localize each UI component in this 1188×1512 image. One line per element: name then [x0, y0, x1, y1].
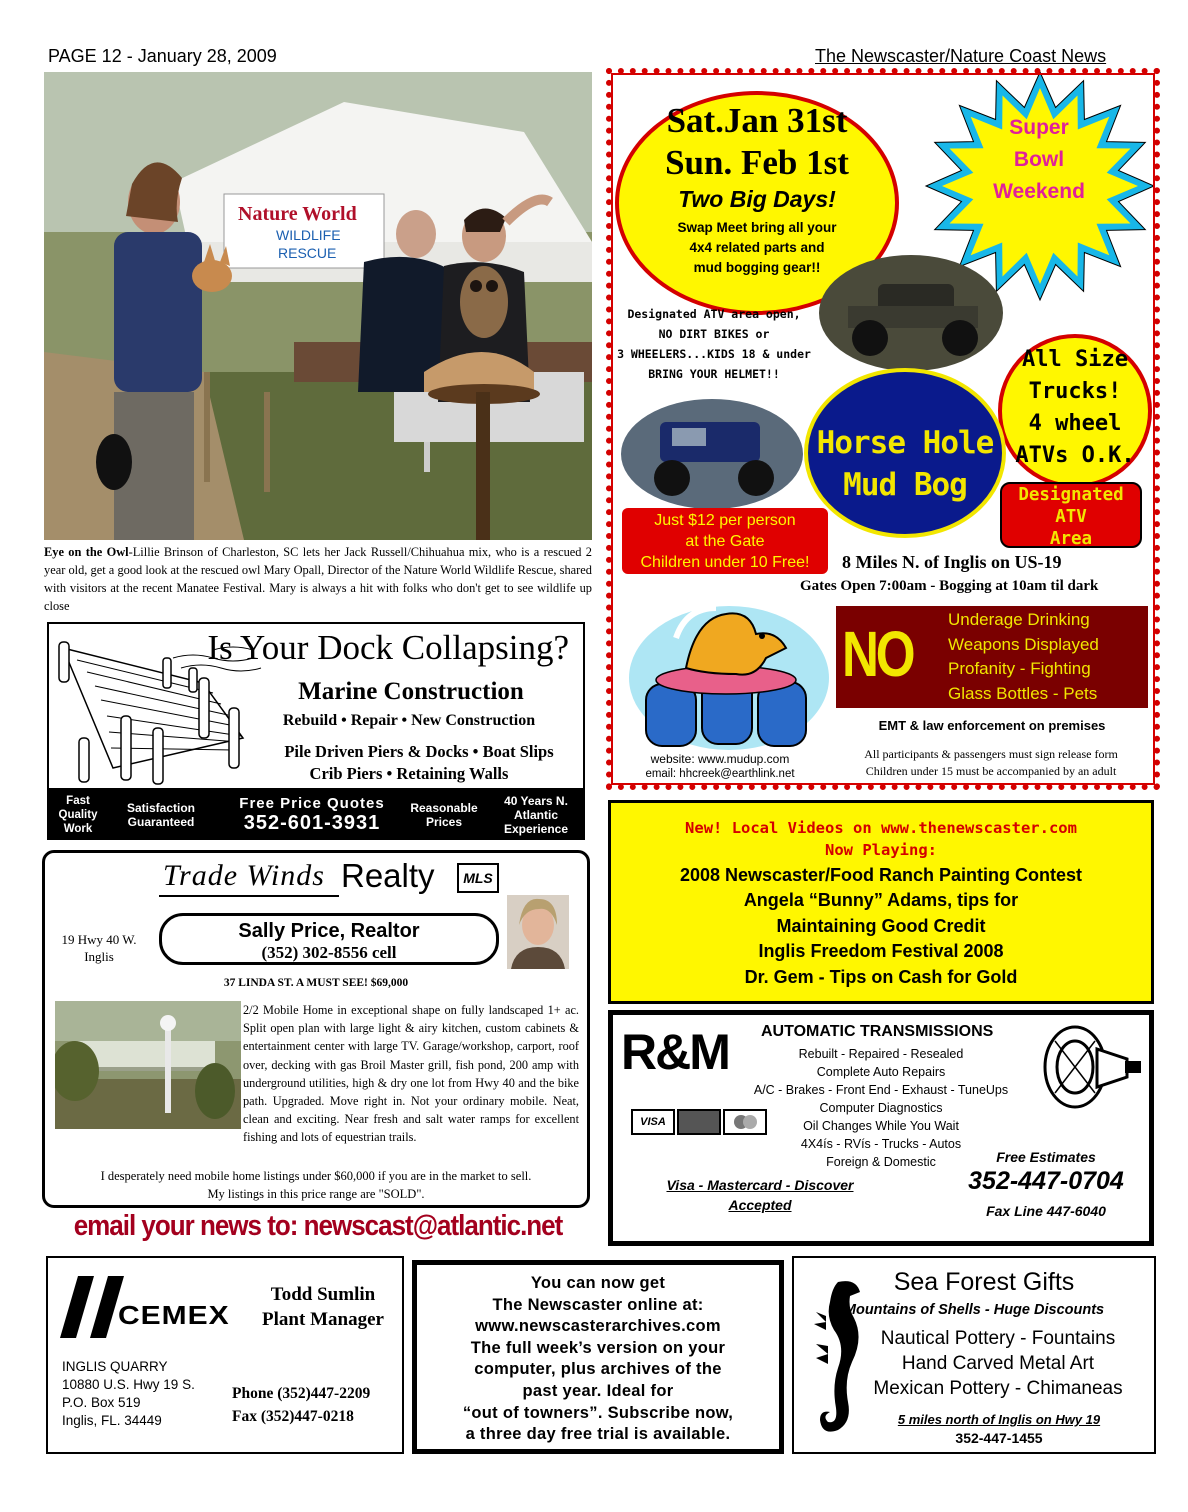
cemex-fax: Fax (352)447-0218	[232, 1408, 354, 1425]
atv-notice-1: Designated ATV area open,	[627, 307, 801, 321]
price-line-2: at the Gate	[685, 533, 765, 550]
publication-name: The Newscaster/Nature Coast News	[815, 46, 1107, 66]
sign-text-1: Nature World	[238, 203, 357, 225]
cemex-contact-title: Plant Manager	[262, 1309, 384, 1330]
dock-line-1: Pile Driven Piers & Docks • Boat Slips	[284, 742, 554, 761]
strip-phone: 352-601-3931	[243, 812, 381, 834]
photo-illustration	[44, 72, 592, 540]
online-line-1: You can now get	[530, 1274, 666, 1292]
trucks-line-3: 4 wheel	[1028, 411, 1122, 436]
video-item-3[interactable]: Maintaining Good Credit	[776, 915, 986, 936]
desig-line-3: Area	[1049, 529, 1093, 549]
rm-service-1: Rebuilt - Repaired - Resealed	[798, 1047, 964, 1061]
strip-reasonable: Reasonable Prices	[410, 801, 478, 829]
mobile-home-photo	[55, 1001, 241, 1129]
caption-lead: Eye on the Owl	[44, 545, 129, 559]
online-line-5: computer, plus archives of the	[474, 1360, 722, 1379]
cemex-addr-4: Inglis, FL. 34449	[62, 1413, 162, 1428]
seaforest-item-2: Hand Carved Metal Art	[901, 1353, 1095, 1374]
seaforest-tagline: Mountains of Shells - Huge Discounts	[843, 1302, 1105, 1318]
agent-photo	[507, 895, 569, 969]
listing-body: 2/2 Mobile Home in exceptional shape on fully landscaped 1+ ac. Split open plan with large light & airy kitchen, custom cabinets & entertainment center with large TV. Garage/workshop, carport, roof over, decking with gas Broil Master grill, fish pond, 200 amp with underground utilities, high & dry one lot from Hwy 40 and the bike path. Upgraded. Move right in. Not your ordinary mobile. Neat, clean and exciting. Near fresh and salt water ramps for excellent fishing and lots of equestrian trails.	[243, 1003, 579, 1145]
emt-notice: EMT & law enforcement on premises	[878, 718, 1106, 733]
sea-forest-gifts-ad	[792, 1256, 1156, 1454]
price-line-1: Just $12 per person	[654, 512, 796, 529]
video-item-5[interactable]: Dr. Gem - Tips on Cash for Gold	[744, 966, 1018, 987]
mastercard-icon	[723, 1109, 767, 1135]
online-line-2: The Newscaster online at:	[492, 1295, 704, 1314]
strip-satisfaction: Satisfaction Guaranteed	[126, 801, 195, 829]
atv-notice-2: NO DIRT BIKES or	[658, 327, 770, 341]
desig-line-1: Designated	[1018, 485, 1124, 505]
rm-service-6: 4X4ís - RVís - Trucks - Autos	[800, 1137, 962, 1151]
event-location: 8 Miles N. of Inglis on US-19	[842, 552, 1062, 572]
cemex-addr-1: INGLIS QUARRY	[62, 1359, 168, 1374]
burst-line-2: Bowl	[1013, 148, 1065, 171]
dock-title: Marine Construction	[298, 678, 524, 705]
local-videos-ad	[608, 800, 1154, 1004]
swap-line-3: mud bogging gear!!	[693, 260, 821, 275]
two-big-days: Two Big Days!	[678, 186, 836, 212]
cemex-logo: CEMEX	[118, 1302, 230, 1331]
release-line-1: All participants & passengers must sign release form	[864, 747, 1118, 761]
online-line-7: “out of towners”. Subscribe now,	[462, 1403, 734, 1422]
desig-line-2: ATV	[1055, 507, 1087, 527]
discover-card-icon	[677, 1109, 721, 1135]
mls-logo: MLS	[457, 863, 499, 893]
videos-head-1: New! Local Videos on www.thenewscaster.com	[685, 819, 1077, 837]
dock-services: Rebuild • Repair • New Construction	[282, 712, 536, 729]
swap-line-1: Swap Meet bring all your	[677, 220, 837, 235]
rm-title: AUTOMATIC TRANSMISSIONS	[761, 1023, 994, 1040]
online-line-8: a three day free trial is available.	[465, 1425, 731, 1444]
cemex-phone: Phone (352)447-2209	[232, 1385, 371, 1402]
gates-open: Gates Open 7:00am - Bogging at 10am til dark	[800, 578, 1099, 594]
rm-logo: R&M	[621, 1024, 729, 1080]
newscaster-online-ad	[412, 1260, 784, 1454]
sign-text-3: RESCUE	[278, 245, 337, 261]
cemex-ad	[46, 1256, 404, 1454]
sign-text-2: WILDLIFE	[276, 227, 341, 243]
videos-head-2: Now Playing:	[825, 841, 937, 859]
rm-free-estimates: Free Estimates	[996, 1149, 1096, 1165]
video-item-2[interactable]: Angela “Bunny” Adams, tips for	[743, 890, 1019, 911]
atv-notice-3: 3 WHEELERS...KIDS 18 & under	[617, 347, 811, 361]
owl-photo	[44, 72, 592, 540]
email-news-line: email your news to: newscast@atlantic.net	[73, 1208, 563, 1242]
price-line-3: Children under 10 Free!	[640, 554, 810, 571]
caption-body: -Lillie Brinson of Charleston, SC lets her Jack Russell/Chihuahua mix, who is a rescued 2 year old, get a good look at the rescued owl Mary Opall, Director of the Nature World Wildlife Rescue, shared with visitors at the recent Manatee Festival. Mary is always a hit with folks who don't get to see wildlife up close	[44, 545, 592, 613]
agent-name: Sally Price, Realtor	[238, 920, 420, 942]
rm-payment-2: Accepted	[728, 1197, 792, 1213]
dock-headline: Is Your Dock Collapsing?	[207, 628, 569, 667]
online-line-4: The full week’s version on your	[470, 1338, 726, 1357]
release-line-2: Children under 15 must be accompanied by an adult	[865, 764, 1117, 778]
logo-line-2: Mud Bog	[843, 467, 967, 503]
rm-transmissions-ad	[608, 1010, 1154, 1246]
mudbog-website[interactable]: website: www.mudup.com	[650, 752, 790, 766]
no-word: NO	[842, 618, 913, 690]
no-item-2: Weapons Displayed	[948, 634, 1099, 654]
seaforest-item-3: Mexican Pottery - Chimaneas	[873, 1378, 1123, 1399]
agent-phone: (352) 302-8556 cell	[261, 943, 397, 962]
card-logos	[631, 1109, 769, 1137]
realty-brand-script: Trade Winds	[163, 859, 325, 892]
seaforest-item-1: Nautical Pottery - Fountains	[880, 1328, 1116, 1349]
rm-service-7: Foreign & Domestic	[826, 1155, 936, 1169]
rm-service-4: Computer Diagnostics	[819, 1101, 943, 1115]
visa-card-icon: VISA	[631, 1109, 675, 1135]
trucks-line-2: Trucks!	[1028, 379, 1122, 404]
burst-line-3: Weekend	[993, 180, 1085, 203]
dock-line-2: Crib Piers • Retaining Walls	[309, 764, 509, 783]
photo-caption	[44, 543, 592, 615]
video-item-1[interactable]: 2008 Newscaster/Food Ranch Painting Contest	[679, 865, 1083, 885]
no-item-1: Underage Drinking	[948, 610, 1090, 629]
rm-payment-1: Visa - Mastercard - Discover	[666, 1177, 854, 1193]
dock-ad-strip	[47, 790, 585, 840]
page-number-date: PAGE 12 - January 28, 2009	[48, 46, 277, 66]
realty-footer-1: I desperately need mobile home listings under $60,000 if you are in the market to sell.	[100, 1169, 532, 1183]
agent-box	[159, 913, 499, 965]
trucks-line-1: All Size	[1022, 347, 1128, 372]
strip-fast-quality: Fast Quality Work	[58, 795, 98, 835]
no-item-3: Profanity - Fighting	[948, 659, 1091, 678]
transmission-icon	[1039, 1021, 1145, 1115]
rm-phone: 352-447-0704	[968, 1167, 1124, 1195]
cemex-addr-2: 10880 U.S. Hwy 19 S.	[62, 1377, 195, 1392]
trucks-line-4: ATVs O.K.	[1015, 443, 1135, 468]
dock-construction-ad	[47, 622, 585, 790]
online-line-3: www.newscasterarchives.com	[475, 1317, 721, 1336]
seaforest-phone: 352-447-1455	[955, 1430, 1043, 1446]
online-line-6: past year. Ideal for	[522, 1381, 674, 1400]
rm-service-5: Oil Changes While You Wait	[803, 1119, 959, 1133]
cemex-contact-name: Todd Sumlin	[270, 1284, 376, 1305]
realty-brand-word: Realty	[341, 857, 435, 894]
event-date-1: Sat.Jan 31st	[666, 101, 848, 140]
no-item-4: Glass Bottles - Pets	[948, 683, 1098, 703]
realty-address-2: Inglis	[84, 949, 114, 964]
seaforest-title: Sea Forest Gifts	[893, 1268, 1075, 1296]
strip-experience: 40 Years N. Atlantic Experience	[503, 794, 569, 836]
atv-notice-4: BRING YOUR HELMET!!	[648, 367, 780, 381]
realty-underline	[159, 895, 339, 897]
burst-line-1: Super	[1009, 116, 1069, 139]
listing-title: 37 LINDA ST. A MUST SEE! $69,000	[223, 977, 409, 989]
realty-ad	[42, 850, 590, 1208]
rm-fax: Fax Line 447-6040	[986, 1203, 1106, 1219]
event-date-2: Sun. Feb 1st	[665, 143, 849, 182]
realty-footer-2: My listings in this price range are "SOLD".	[207, 1187, 425, 1201]
rm-service-3: A/C - Brakes - Front End - Exhaust - TuneUps	[753, 1083, 1009, 1097]
seaforest-location: 5 miles north of Inglis on Hwy 19	[897, 1412, 1101, 1427]
mudbog-email[interactable]: email: hhcreek@earthlink.net	[645, 768, 795, 780]
strip-free-quotes: Free Price Quotes	[239, 795, 385, 812]
cemex-addr-3: P.O. Box 519	[62, 1395, 141, 1410]
swap-line-2: 4x4 related parts and	[689, 240, 825, 255]
video-item-4[interactable]: Inglis Freedom Festival 2008	[758, 941, 1004, 962]
realty-address-1: 19 Hwy 40 W.	[61, 932, 137, 947]
mud-bog-ad-border	[606, 68, 1160, 790]
rm-service-2: Complete Auto Repairs	[816, 1065, 946, 1079]
logo-line-1: Horse Hole	[816, 425, 994, 461]
